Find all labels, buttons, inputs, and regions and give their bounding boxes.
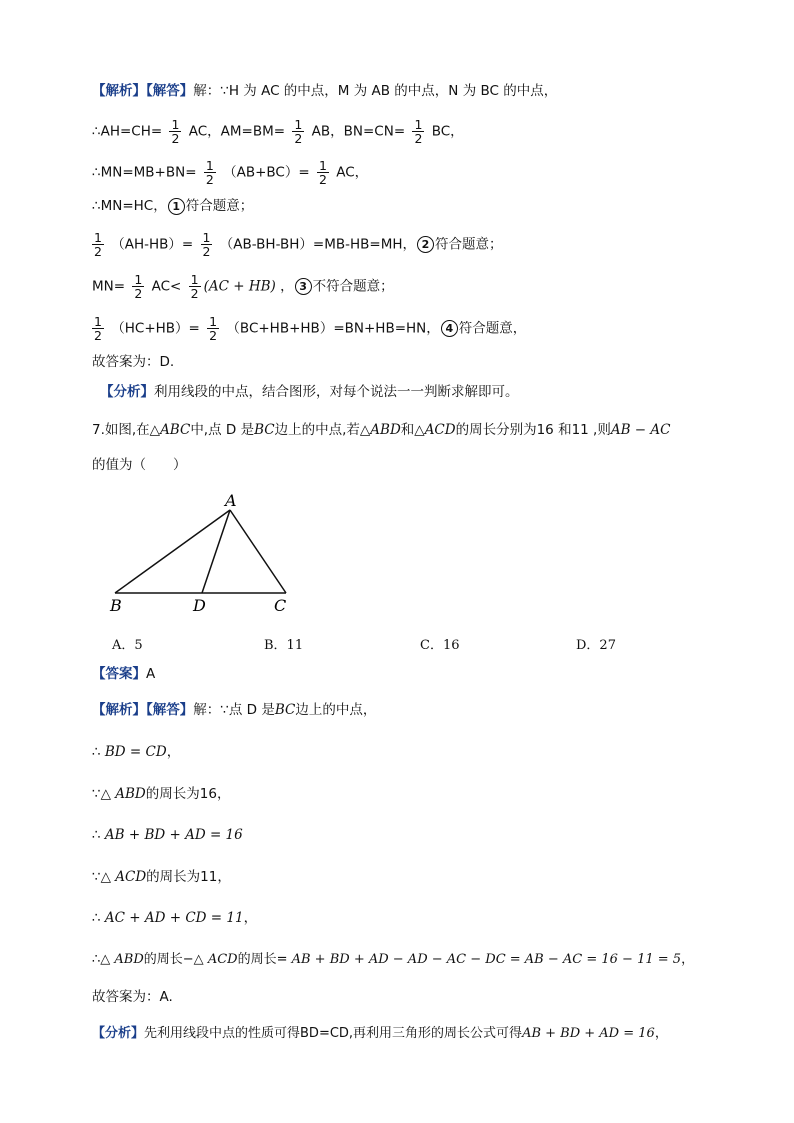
text: 中,点 D 是 [190,422,255,438]
text: 的周长为11， [146,869,231,885]
text: 符合题意； [185,198,254,214]
q7-stem-line-2 [92,455,187,475]
q7-stem-line-1 [92,420,670,440]
text: 不符合题意； [312,278,394,295]
text: ， [280,278,294,295]
text: 的周长= [237,952,292,967]
text: AB，BN=CN= [311,123,406,140]
math-expression: AB − AC [610,422,671,438]
text: 的周长−△ [143,952,208,967]
fraction-half: $\frac{1}{2}$ [171,117,180,146]
q7-solution-line-6 [92,908,257,928]
text: （AH-HB）= [111,236,194,253]
q6-solution-line-7 [92,315,526,342]
text: （BC+HB+HB）=BN+HB=HN， [226,320,440,337]
math-expression: AC + AD + CD = 11 [104,910,244,926]
q6-solution-line-2 [92,118,464,145]
analysis-tag: 【解析】 [92,83,146,99]
text: ∴ [92,827,105,843]
text: ， [681,952,695,967]
segment-ad [202,510,230,593]
math-expression: ABC [160,422,191,438]
text: AC，AM=BM= [188,123,286,140]
text: ， [654,1026,668,1041]
text: 利用线段的中点，结合图形，对每个说法一一判断求解即可。 [154,384,519,400]
segment-ab [115,510,230,593]
text: ∵△ [92,786,116,802]
text: ∴ [92,744,105,760]
math-expression: BC [254,422,275,438]
q7-solution-line-7 [92,950,694,970]
q7-solution-line-3 [92,784,230,804]
q7-solution-line-1 [92,700,376,720]
math-expression: BD = CD [104,744,167,760]
text: AC< [151,278,182,295]
q7-analysis-line [92,1024,668,1044]
vertex-label-c: C [274,596,287,615]
solution-tag: 【解答】 [146,83,194,99]
text: ∴MN=HC， [92,198,167,214]
text: MN= [92,278,126,295]
solution-tag: 【解答】 [146,702,194,718]
text: ∴ [92,910,105,926]
text: 边上的中点,若△ [274,422,371,438]
text: 符合题意， [458,320,527,337]
circled-number-3: 3 [295,278,312,295]
segment-ac [230,510,286,593]
vertex-label-b: B [110,596,122,615]
text: ∵△ [92,869,116,885]
math-expression: AB + BD + AD − AD − AC − DC = AB − AC = 16 − 11 = 5 [291,952,682,967]
q6-answer-line [92,352,174,372]
text: （HC+HB）= [111,320,200,337]
q7-solution-line-2 [92,742,180,762]
math-expression: BC [274,702,296,718]
text: 和△ [400,422,425,438]
math-expression: (AC + HB) [203,278,276,295]
text: ， [166,744,181,760]
fraction-half: $\frac{1}{2}$ [209,314,218,343]
option-b: B．11 [264,638,304,653]
text: ∴MN=MB+BN= [92,164,197,181]
circled-number-2: 2 [417,236,434,253]
analysis-tag: 【分析】 [100,384,154,400]
q6-solution-line-6 [92,273,394,300]
text: （AB+BC）= [223,164,310,181]
circled-number-4: 4 [441,320,458,337]
analysis-tag: 【解析】 [92,702,146,718]
fraction-half: $\frac{1}{2}$ [294,117,303,146]
text: 的周长分别为16 和11 ,则 [455,422,611,438]
math-expression: AB + BD + AD = 16 [104,827,243,843]
q7-answer-summary [92,987,173,1007]
q6-solution-line-5 [92,231,503,258]
math-expression: ACD [115,869,147,885]
circled-number-1: 1 [168,198,185,215]
option-a: A．5 [112,638,143,653]
q7-answer-line [92,664,155,684]
text: 故答案为：A. [92,989,173,1005]
answer-tag: 【答案】 [92,666,146,682]
text: BC， [431,123,464,140]
text: AC， [336,164,369,181]
text: （AB-BH-BH）=MB-HB=MH， [219,236,416,253]
math-expression: ABD [115,786,146,802]
fraction-half: $\frac{1}{2}$ [202,230,211,259]
text: ∴△ [92,952,115,967]
text: ∴AH=CH= [92,123,163,140]
answer-value: A [146,666,156,682]
math-expression: ACD [207,952,238,967]
option-c: C．16 [420,638,460,653]
vertex-label-a: A [225,491,237,510]
fraction-half: $\frac{1}{2}$ [94,230,102,259]
analysis-tag: 【分析】 [92,1026,145,1041]
fraction-half: $\frac{1}{2}$ [205,158,214,187]
vertex-label-d: D [193,596,206,615]
math-expression: ACD [424,422,456,438]
math-expression: AB + BD + AD = 16 [522,1026,655,1041]
math-expression: ABD [370,422,401,438]
text: 解：∵H 为 AC 的中点，M 为 AB 的中点，N 为 BC 的中点， [193,83,558,99]
q7-solution-line-5 [92,867,231,887]
math-expression: ABD [114,952,144,967]
text: 的周长为16， [145,786,231,802]
q6-solution-line-1 [92,81,557,101]
triangle-figure [100,488,310,618]
text: 7.如图,在△ [92,422,161,438]
q6-solution-line-4 [92,196,253,216]
text: 的值为（ ） [92,457,187,473]
text: 边上的中点， [295,702,377,718]
q6-solution-line-3 [92,159,368,186]
fraction-half: $\frac{1}{2}$ [414,117,423,146]
text: 先利用线段中点的性质可得BD=CD,再利用三角形的周长公式可得 [144,1026,523,1041]
text: 符合题意； [435,236,503,253]
text: 故答案为：D. [92,354,175,370]
text: ， [243,910,258,926]
option-d: D．27 [576,638,616,653]
fraction-half: $\frac{1}{2}$ [318,158,327,187]
q7-solution-line-4 [92,825,243,845]
fraction-half: $\frac{1}{2}$ [190,272,199,301]
fraction-half: $\frac{1}{2}$ [94,314,102,343]
text: 解：∵点 D 是 [193,702,275,718]
q6-analysis-line [100,382,519,402]
fraction-half: $\frac{1}{2}$ [134,272,143,301]
